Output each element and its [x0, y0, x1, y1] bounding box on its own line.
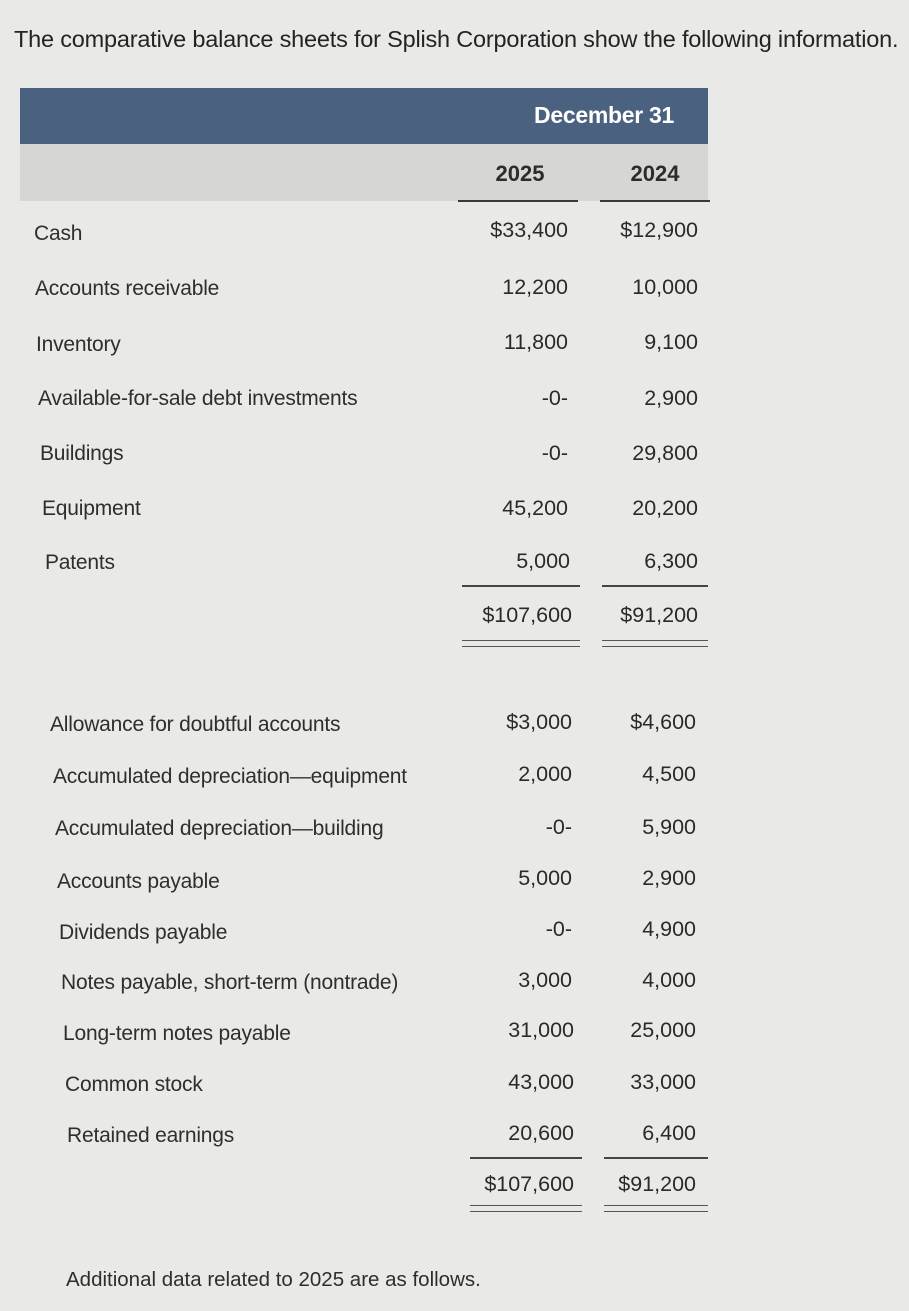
year-2024-underline: [600, 200, 710, 202]
page-title: The comparative balance sheets for Splish Corporation show the following information.: [14, 26, 899, 52]
liabilities-total-2024: $91,200: [618, 1172, 696, 1196]
cell-buildings-2025: -0-: [541, 441, 568, 465]
cell-accum-dep-equip-2025: 2,000: [518, 762, 572, 786]
row-label-retained-earnings: Retained earnings: [67, 1124, 235, 1147]
assets-total-2024: $91,200: [620, 603, 698, 627]
cell-allowance-2024: $4,600: [630, 710, 696, 734]
cell-inventory-2024: 9,100: [644, 330, 698, 354]
assets-total-double-rule-2024: [602, 640, 708, 647]
liabilities-subtotal-rule-2025: [470, 1157, 582, 1159]
assets-subtotal-rule-2025: [462, 585, 580, 587]
additional-data-note: Additional data related to 2025 are as follows.: [66, 1268, 481, 1291]
cell-retained-earnings-2024: 6,400: [642, 1121, 696, 1145]
cell-lt-notes-2025: 31,000: [508, 1018, 574, 1042]
liabilities-total-2025: $107,600: [484, 1172, 574, 1196]
cell-retained-earnings-2025: 20,600: [508, 1121, 574, 1145]
assets-total-2025: $107,600: [482, 603, 572, 627]
cell-ar-2025: 12,200: [502, 275, 568, 299]
row-label-common-stock: Common stock: [65, 1073, 203, 1096]
liabilities-subtotal-rule-2024: [604, 1157, 708, 1159]
row-label-buildings: Buildings: [40, 442, 124, 465]
assets-subtotal-rule-2024: [602, 585, 708, 587]
cell-ap-2024: 2,900: [642, 866, 696, 890]
row-label-accum-dep-equipment: Accumulated depreciation—equipment: [53, 765, 407, 788]
row-label-dividends-payable: Dividends payable: [59, 921, 228, 944]
cell-lt-notes-2024: 25,000: [630, 1018, 696, 1042]
cell-patents-2024: 6,300: [644, 549, 698, 573]
cell-common-stock-2025: 43,000: [508, 1070, 574, 1094]
row-label-afs-investments: Available-for-sale debt investments: [38, 387, 358, 410]
cell-afs-2025: -0-: [541, 386, 568, 410]
row-label-allowance-doubtful: Allowance for doubtful accounts: [50, 713, 341, 736]
cell-notes-short-2025: 3,000: [518, 968, 572, 992]
table-header-bar: [20, 88, 708, 144]
cell-notes-short-2024: 4,000: [642, 968, 696, 992]
cell-accum-dep-equip-2024: 4,500: [642, 762, 696, 786]
liabilities-total-double-rule-2025: [470, 1205, 582, 1212]
cell-common-stock-2024: 33,000: [630, 1070, 696, 1094]
row-label-cash: Cash: [34, 222, 83, 245]
row-label-accounts-payable: Accounts payable: [57, 870, 220, 893]
assets-total-double-rule-2025: [462, 640, 580, 647]
row-label-accum-dep-building: Accumulated depreciation—building: [55, 817, 384, 840]
cell-equipment-2024: 20,200: [632, 496, 698, 520]
cell-allowance-2025: $3,000: [506, 710, 572, 734]
cell-buildings-2024: 29,800: [632, 441, 698, 465]
year-2024-header: 2024: [630, 161, 680, 186]
row-label-inventory: Inventory: [36, 333, 121, 356]
row-label-equipment: Equipment: [42, 497, 141, 520]
cell-equipment-2025: 45,200: [502, 496, 568, 520]
cell-accum-dep-bldg-2024: 5,900: [642, 815, 696, 839]
cell-patents-2025: 5,000: [516, 549, 570, 573]
cell-dividends-2025: -0-: [545, 917, 572, 941]
cell-dividends-2024: 4,900: [642, 917, 696, 941]
cell-inventory-2025: 11,800: [503, 330, 568, 354]
row-label-long-term-notes: Long-term notes payable: [63, 1022, 291, 1045]
cell-afs-2024: 2,900: [644, 386, 698, 410]
liabilities-total-double-rule-2024: [604, 1205, 708, 1212]
cell-cash-2024: $12,900: [620, 218, 698, 242]
cell-ar-2024: 10,000: [632, 275, 698, 299]
row-label-accounts-receivable: Accounts receivable: [35, 277, 220, 300]
cell-accum-dep-bldg-2025: -0-: [545, 815, 572, 839]
period-header: December 31: [534, 102, 674, 128]
year-2025-underline: [458, 200, 578, 202]
cell-ap-2025: 5,000: [518, 866, 572, 890]
row-label-notes-payable-short: Notes payable, short-term (nontrade): [61, 971, 399, 994]
cell-cash-2025: $33,400: [490, 218, 568, 242]
row-label-patents: Patents: [45, 551, 115, 574]
year-2025-header: 2025: [495, 161, 545, 186]
